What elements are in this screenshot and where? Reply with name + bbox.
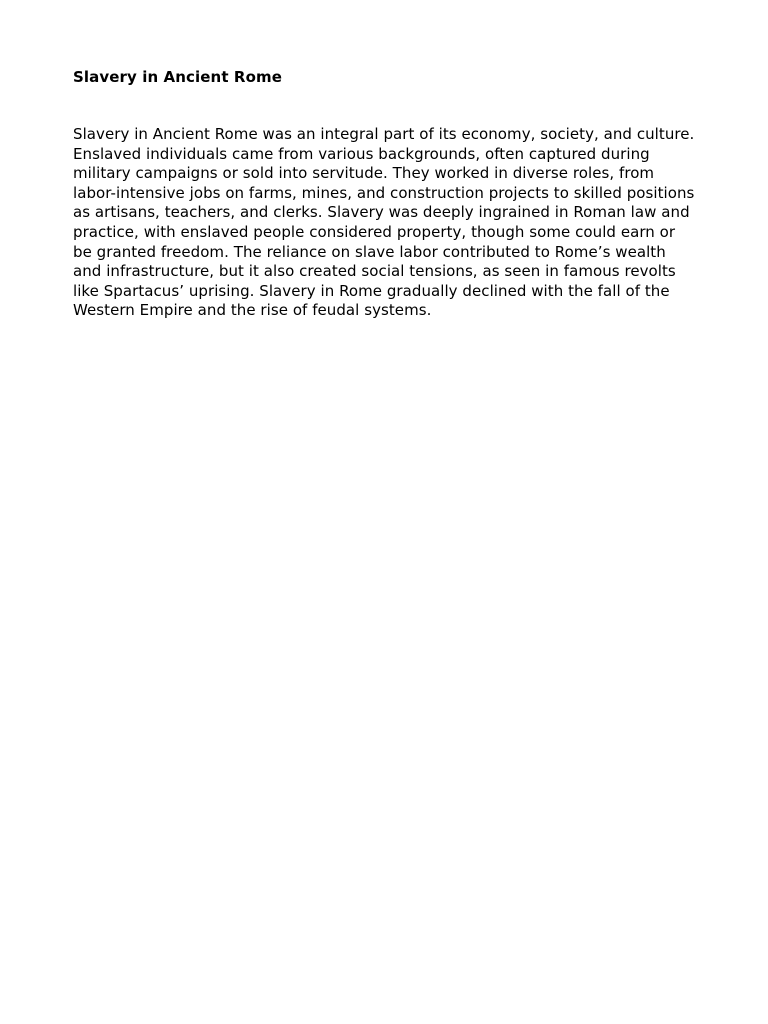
document-title: Slavery in Ancient Rome [73,68,282,86]
document-paragraph: Slavery in Ancient Rome was an integral part of its economy, society, and culture. Enslaved individuals came from various backgrounds, often captured during military campaigns or sold into servitude. They worked in diverse roles, from labor-intensive jobs on farms, mines, and construction projects to skilled positions as artisans, teachers, and clerks. Slavery was deeply ingrained in Roman law and practice, with enslaved people considered property, though some could earn or be granted freedom. The reliance on slave labor contributed to Rome’s wealth and infrastructure, but it also created social tensions, as seen in famous revolts like Spartacus’ uprising. Slavery in Rome gradually declined with the fall of the Western Empire and the rise of feudal systems. [73,125,695,320]
